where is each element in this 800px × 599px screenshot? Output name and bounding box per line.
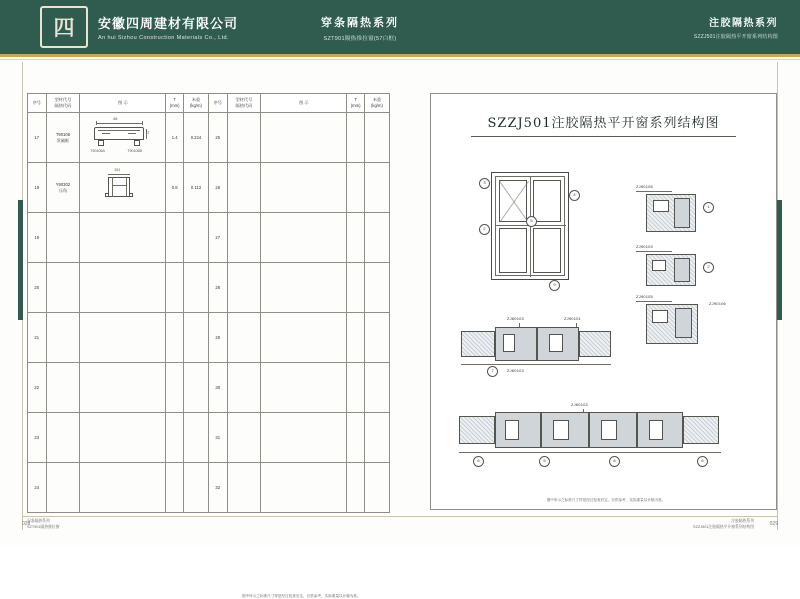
profile-spec-table — [27, 93, 390, 513]
bubble-6b: 6 — [697, 456, 708, 467]
col-no-left: 序号 — [28, 94, 47, 113]
header-right-subtitle: SZZJ501注胶隔热平开窗系列结构图 — [693, 34, 778, 40]
footer-left-title: 穿条隔热系列 — [27, 519, 50, 523]
cell-code: Y90302 压角 — [46, 163, 80, 213]
table-row — [28, 213, 390, 263]
footer-right — [693, 519, 754, 530]
callout-zj60103-right: ZJ90106 — [709, 301, 726, 306]
col-no-right: 序号 — [208, 94, 227, 113]
table-footnote: 图中所示之标准尺寸样是经过检查后定，仅供参考，实际重量以计稿为准。 — [242, 594, 361, 598]
structure-drawing-panel — [430, 93, 777, 510]
footer-right-title: 注胶隔热系列 — [731, 519, 754, 523]
cell-no: 24 — [28, 463, 47, 513]
cell-weight — [364, 263, 389, 313]
figure-dim-68: 68 — [113, 117, 118, 121]
cell-weight — [183, 313, 208, 363]
cell-figure — [80, 413, 166, 463]
callout-zj60103-bottom: ZJ60103 — [571, 402, 588, 407]
cell-weight — [183, 213, 208, 263]
callout-zj90105: ZJ90105 — [636, 294, 653, 299]
cell-code — [227, 263, 261, 313]
header-center-title-cn: 穿条隔热系列 — [321, 17, 399, 29]
right-green-tab — [777, 200, 782, 320]
cell-code — [46, 213, 80, 263]
cell-figure — [80, 113, 166, 163]
bubble-2b: 2 — [703, 262, 714, 273]
company-logo: 四 — [40, 6, 88, 48]
cell-no: 31 — [208, 413, 227, 463]
table-header-row — [28, 94, 390, 113]
cell-figure — [80, 213, 166, 263]
table-row — [28, 313, 390, 363]
page-number-left: 028 — [22, 521, 31, 527]
cell-t — [347, 163, 364, 213]
cell-weight — [183, 363, 208, 413]
table-row — [28, 463, 390, 513]
table-row — [28, 163, 390, 213]
cell-no: 26 — [208, 163, 227, 213]
cell-code — [227, 413, 261, 463]
cell-t — [166, 213, 183, 263]
cell-no: 29 — [208, 313, 227, 363]
bubble-1: 1 — [703, 202, 714, 213]
cell-weight — [183, 263, 208, 313]
cell-weight — [364, 363, 389, 413]
cell-t: 0.8 — [166, 163, 183, 213]
cell-code — [46, 313, 80, 363]
cell-figure — [80, 163, 166, 213]
left-green-tab — [18, 200, 23, 320]
cell-no: 25 — [208, 113, 227, 163]
bubble-3: 3 — [479, 178, 490, 189]
cell-t — [166, 263, 183, 313]
table-row — [28, 113, 390, 163]
col-weight-right: 米重 (kg/m) — [364, 94, 389, 113]
panel-title-underline — [471, 136, 736, 137]
cell-code — [46, 363, 80, 413]
bubble-5b: 5 — [539, 456, 550, 467]
cell-t — [166, 413, 183, 463]
cell-code — [46, 413, 80, 463]
bubble-7: 7 — [487, 366, 498, 377]
bubble-6: 6 — [473, 456, 484, 467]
cell-t — [347, 313, 364, 363]
callout-zj90101: ZJ90101 — [564, 316, 581, 321]
cell-figure — [261, 163, 347, 213]
cell-weight — [364, 163, 389, 213]
cell-figure — [80, 313, 166, 363]
header-right-title — [694, 14, 778, 40]
bubble-8: 8 — [609, 456, 620, 467]
cell-code — [46, 463, 80, 513]
cell-weight: 0.113 — [183, 163, 208, 213]
footer-rule — [22, 516, 778, 517]
cell-weight — [364, 113, 389, 163]
brand-block — [98, 13, 238, 41]
cell-t: 1.4 — [166, 113, 183, 163]
callout-zj90103: ZJ90103 — [636, 244, 653, 249]
panel-footnote: 图中所示之标准尺寸样是经过检查后定，仅供参考，实际重量以计稿为准。 — [546, 497, 666, 502]
panel-title: SZZJ501注胶隔热平开窗系列结构图 — [487, 116, 720, 131]
figure-code-b: T90106B — [127, 149, 142, 153]
bubble-9: 9 — [549, 280, 560, 291]
col-weight-left: 米重 (kg/m) — [183, 94, 208, 113]
cell-weight — [364, 313, 389, 363]
figure-dim-261: 261 — [114, 168, 121, 172]
cell-weight — [364, 463, 389, 513]
bubble-4: 4 — [569, 190, 580, 201]
header-gold-rule-thin — [0, 59, 800, 60]
cell-t — [166, 463, 183, 513]
cell-t — [166, 313, 183, 363]
cell-t — [347, 113, 364, 163]
table-row — [28, 363, 390, 413]
cell-code — [227, 463, 261, 513]
cell-t — [347, 363, 364, 413]
cell-figure — [261, 313, 347, 363]
cell-t — [347, 213, 364, 263]
col-t-right: T (mm) — [347, 94, 364, 113]
cell-figure — [261, 113, 347, 163]
cell-figure — [80, 263, 166, 313]
col-code-left: 型材代号 隔热代码 — [46, 94, 80, 113]
callout-zj60103-mid: ZJ60103 — [507, 316, 524, 321]
cell-weight — [183, 463, 208, 513]
cell-no: 19 — [28, 213, 47, 263]
header-center-title — [290, 14, 430, 42]
col-t-left: T (mm) — [166, 94, 183, 113]
page-number-right: 029 — [769, 521, 778, 527]
cell-code — [227, 113, 261, 163]
table-row — [28, 413, 390, 463]
cell-code — [46, 263, 80, 313]
cell-t — [347, 413, 364, 463]
figure-dim-2: 2 — [147, 131, 150, 135]
cell-no: 17 — [28, 113, 47, 163]
header-center-subtitle: SZT901隔热推拉窗(57白框) — [323, 36, 397, 42]
brand-name-cn: 安徽四周建材有限公司 — [98, 16, 239, 31]
cell-code — [227, 163, 261, 213]
cell-weight — [364, 413, 389, 463]
table-row — [28, 263, 390, 313]
col-code-right: 型材代号 隔热代码 — [227, 94, 261, 113]
cell-figure — [261, 413, 347, 463]
col-figure-right: 图 示 — [261, 94, 347, 113]
cell-t — [347, 463, 364, 513]
figure-code-a: T90106A — [90, 149, 105, 153]
header-gold-rule — [0, 54, 800, 57]
cell-weight — [364, 213, 389, 263]
cell-weight: 0.224 — [183, 113, 208, 163]
cell-figure — [261, 363, 347, 413]
cell-no: 23 — [28, 413, 47, 463]
cell-no: 19 — [28, 163, 47, 213]
cell-no: 22 — [28, 363, 47, 413]
cell-no: 30 — [208, 363, 227, 413]
footer-left-subtitle: SZT901隔热推拉窗 — [27, 524, 60, 529]
bubble-5: 5 — [526, 216, 537, 227]
cell-no: 28 — [208, 263, 227, 313]
brand-name-en: An hui Sizhou Construction Materials Co., Ltd. — [98, 35, 229, 41]
page-header — [0, 0, 800, 54]
cell-no: 21 — [28, 313, 47, 363]
callout-zj90106: ZJ60103 — [507, 368, 524, 373]
cell-no: 20 — [28, 263, 47, 313]
cell-figure — [80, 463, 166, 513]
cell-figure — [261, 213, 347, 263]
cell-no: 27 — [208, 213, 227, 263]
cell-code — [227, 213, 261, 263]
col-figure-left: 图 示 — [80, 94, 166, 113]
cell-code — [227, 313, 261, 363]
cell-weight — [183, 413, 208, 463]
header-right-title-cn: 注胶隔热系列 — [709, 18, 778, 29]
cell-t — [347, 263, 364, 313]
cell-no: 32 — [208, 463, 227, 513]
cell-code: T90106 发破框 — [46, 113, 80, 163]
callout-zj90108: ZJ90108 — [636, 184, 653, 189]
bubble-2: 2 — [479, 224, 490, 235]
cell-code — [227, 363, 261, 413]
cell-figure — [261, 263, 347, 313]
cell-figure — [261, 463, 347, 513]
footer-left — [27, 519, 60, 530]
footer-right-subtitle: SZZJ501注胶隔热平开窗系列结构图 — [693, 524, 754, 529]
cell-t — [166, 363, 183, 413]
cell-figure — [80, 363, 166, 413]
